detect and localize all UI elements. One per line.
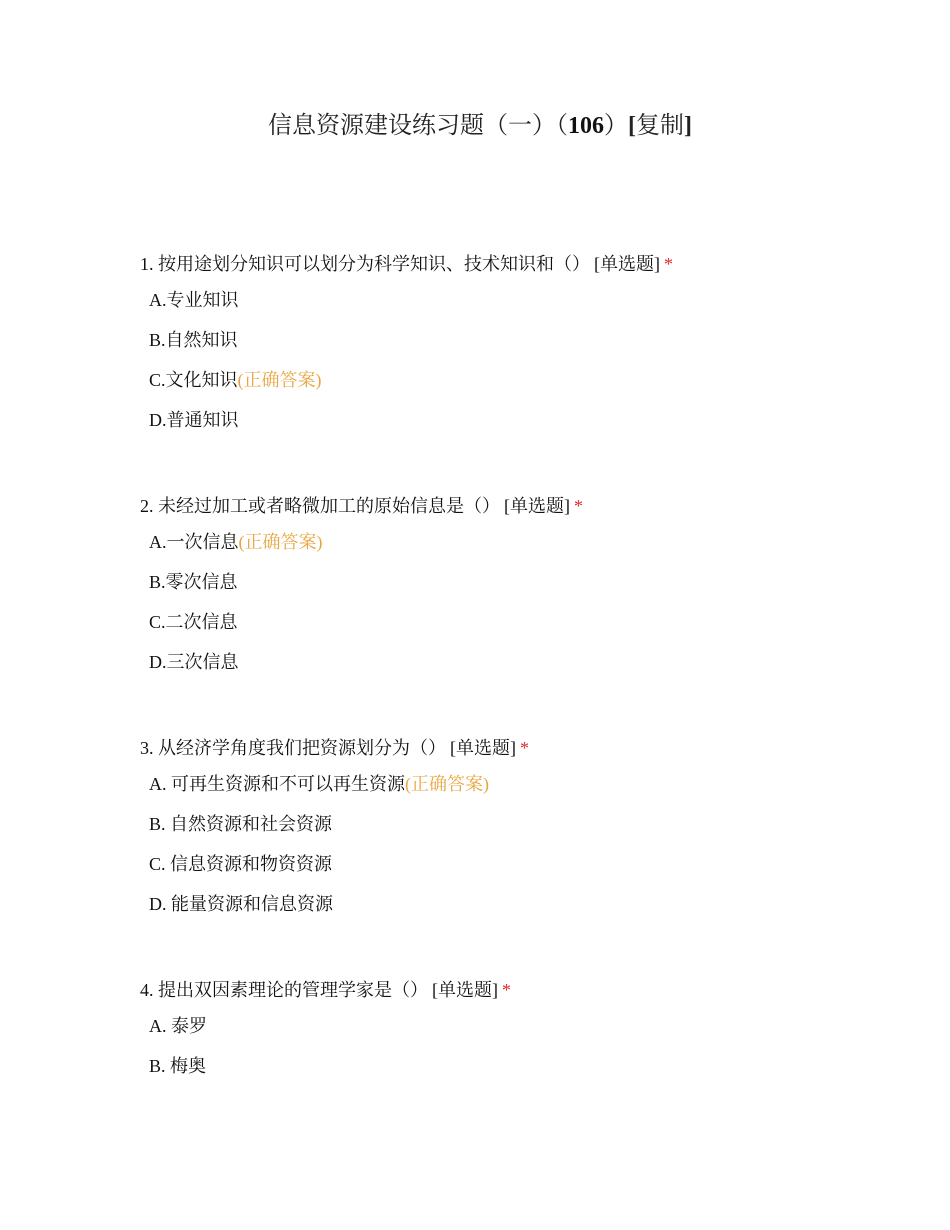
- option-label: A. 可再生资源和不可以再生资源: [149, 774, 405, 794]
- option-b: [140, 1053, 900, 1093]
- option-label: C. 信息资源和物资资源: [149, 854, 333, 874]
- question-text: 按用途划分知识可以划分为科学知识、技术知识和（）: [158, 254, 590, 274]
- option-list: [140, 771, 900, 931]
- question-text: 提出双因素理论的管理学家是（）: [158, 980, 428, 1000]
- question-type: [单选题]: [432, 980, 498, 1000]
- option-a: [140, 1013, 900, 1053]
- correct-answer-marker: (正确答案): [238, 532, 323, 552]
- question-number: 3.: [140, 738, 154, 758]
- option-label: B.零次信息: [149, 572, 238, 592]
- title-mid: ）: [604, 113, 628, 139]
- title-bracket-close: ]: [684, 113, 692, 139]
- question-2: [140, 493, 900, 689]
- correct-answer-marker: (正确答案): [237, 370, 322, 390]
- option-b: [140, 569, 900, 609]
- option-c: [140, 367, 900, 407]
- option-list: [140, 529, 900, 689]
- option-label: C.文化知识: [149, 370, 238, 390]
- option-a: [140, 771, 900, 811]
- question-title: [140, 493, 900, 519]
- option-d: [140, 407, 900, 447]
- option-label: C.二次信息: [149, 612, 238, 632]
- option-list: [140, 1013, 900, 1093]
- option-list: [140, 287, 900, 447]
- option-label: B. 梅奥: [149, 1056, 207, 1076]
- required-mark: *: [664, 254, 673, 274]
- option-label: A.一次信息: [149, 532, 239, 552]
- option-d: [140, 891, 900, 931]
- option-label: D.三次信息: [149, 652, 239, 672]
- question-text: 从经济学角度我们把资源划分为（）: [158, 738, 446, 758]
- option-a: [140, 287, 900, 327]
- required-mark: *: [520, 738, 529, 758]
- required-mark: *: [574, 496, 583, 516]
- title-prefix: 信息资源建设练习题（一）（: [268, 113, 568, 139]
- option-label: D.普通知识: [149, 410, 239, 430]
- question-number: 4.: [140, 980, 154, 1000]
- option-b: [140, 327, 900, 367]
- question-text: 未经过加工或者略微加工的原始信息是（）: [158, 496, 500, 516]
- question-4: [140, 977, 900, 1093]
- title-number: 106: [568, 113, 604, 139]
- option-label: D. 能量资源和信息资源: [149, 894, 333, 914]
- option-label: B.自然知识: [149, 330, 238, 350]
- question-number: 1.: [140, 254, 154, 274]
- question-title: [140, 735, 900, 761]
- question-title: [140, 977, 900, 1003]
- question-3: [140, 735, 900, 931]
- question-type: [单选题]: [504, 496, 570, 516]
- page-title: [0, 109, 950, 143]
- question-number: 2.: [140, 496, 154, 516]
- option-d: [140, 649, 900, 689]
- option-c: [140, 609, 900, 649]
- question-1: [140, 251, 900, 447]
- option-a: [140, 529, 900, 569]
- option-label: B. 自然资源和社会资源: [149, 814, 333, 834]
- option-label: A. 泰罗: [149, 1016, 207, 1036]
- question-type: [单选题]: [594, 254, 660, 274]
- title-bracket-open: [: [628, 113, 636, 139]
- title-copy-label: 复制: [636, 113, 684, 139]
- question-type: [单选题]: [450, 738, 516, 758]
- option-b: [140, 811, 900, 851]
- required-mark: *: [502, 980, 511, 1000]
- correct-answer-marker: (正确答案): [405, 774, 489, 794]
- option-c: [140, 851, 900, 891]
- question-title: [140, 251, 900, 277]
- option-label: A.专业知识: [149, 290, 239, 310]
